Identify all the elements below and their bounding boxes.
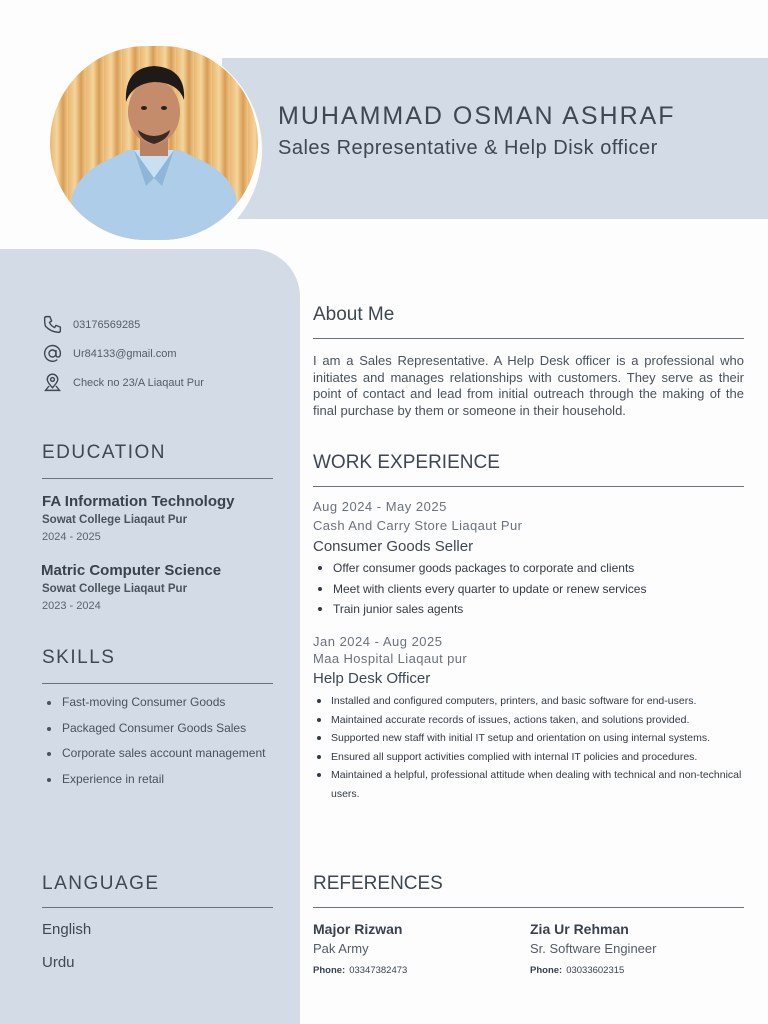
duty-item: Ensured all support activities complied with internal IT policies and procedures.	[313, 748, 744, 767]
duty-item: Supported new staff with initial IT setup and orientation on using internal systems.	[313, 729, 744, 748]
skills-list	[42, 690, 272, 792]
skill-item: Experience in retail	[42, 767, 272, 793]
experience-divider	[313, 486, 744, 487]
about-divider	[313, 338, 744, 339]
duty-item: Offer consumer goods packages to corporate and clients	[313, 558, 744, 579]
reference-phone	[313, 965, 407, 976]
education-title: FA Information Technology	[42, 493, 235, 510]
duty-item: Meet with clients every quarter to update or renew services	[313, 579, 744, 600]
language-divider	[42, 907, 273, 908]
candidate-name: MUHAMMAD OSMAN ASHRAF	[278, 102, 676, 130]
job-employer: Cash And Carry Store Liaqaut Pur	[313, 518, 523, 533]
duty-item: Train junior sales agents	[313, 599, 744, 620]
experience-heading: WORK EXPERIENCE	[313, 452, 500, 473]
contact-address: Check no 23/A Liaqaut Pur	[73, 376, 204, 389]
job-title: Help Desk Officer	[313, 670, 431, 687]
language-item: English	[42, 921, 92, 938]
language-item: Urdu	[42, 954, 75, 971]
reference-phone-number: 03347382473	[349, 965, 408, 976]
reference-phone-label: Phone:	[313, 965, 346, 976]
profile-photo	[50, 46, 258, 240]
education-divider	[42, 478, 273, 479]
contact-email: Ur84133@gmail.com	[73, 347, 177, 360]
skills-heading: SKILLS	[42, 647, 116, 668]
about-heading: About Me	[313, 304, 395, 325]
references-heading: REFERENCES	[313, 873, 443, 894]
contact-email-row	[42, 343, 177, 364]
duty-item: Maintained accurate records of issues, actions taken, and solutions provided.	[313, 711, 744, 730]
at-sign-icon	[42, 343, 63, 364]
skills-divider	[42, 683, 273, 684]
reference-name: Major Rizwan	[313, 921, 403, 937]
skill-item: Packaged Consumer Goods Sales	[42, 716, 272, 742]
contact-phone: 03176569285	[73, 318, 141, 331]
duty-item: Maintained a helpful, professional attitude when dealing with technical and non-technical users.	[313, 766, 744, 803]
candidate-role: Sales Representative & Help Disk officer	[278, 137, 658, 159]
phone-icon	[42, 314, 63, 335]
contact-phone-row	[42, 314, 140, 335]
education-heading: EDUCATION	[42, 442, 166, 463]
language-heading: LANGUAGE	[42, 873, 160, 894]
about-text: I am a Sales Representative. A Help Desk officer is a professional who initiates and manages relationships with customers. They serve as their point of contact and lead from initial outreach through the making of the final purchase by them or someone in their household.	[313, 353, 744, 418]
reference-name: Zia Ur Rehman	[530, 921, 629, 937]
job-duties	[313, 558, 744, 620]
reference-org: Sr. Software Engineer	[530, 941, 657, 956]
job-title: Consumer Goods Seller	[313, 538, 474, 555]
education-school: Sowat College Liaqaut Pur	[42, 583, 188, 595]
job-employer: Maa Hospital Liaqaut pur	[313, 651, 468, 666]
reference-phone	[530, 965, 624, 976]
reference-org: Pak Army	[313, 941, 369, 956]
education-years: 2024 - 2025	[42, 531, 101, 543]
reference-phone-number: 03033602315	[566, 965, 625, 976]
job-duties	[313, 692, 744, 803]
education-years: 2023 - 2024	[42, 600, 101, 612]
job-date: Aug 2024 - May 2025	[313, 499, 447, 514]
reference-phone-label: Phone:	[530, 965, 563, 976]
education-title: Matric Computer Science	[41, 562, 222, 579]
skill-item: Fast-moving Consumer Goods	[42, 690, 272, 716]
references-divider	[313, 907, 744, 908]
education-school: Sowat College Liaqaut Pur	[42, 514, 188, 526]
location-pin-icon	[42, 372, 63, 393]
skill-item: Corporate sales account management	[42, 741, 272, 767]
job-date: Jan 2024 - Aug 2025	[313, 634, 443, 649]
duty-item: Installed and configured computers, printers, and basic software for end-users.	[313, 692, 744, 711]
contact-address-row	[42, 372, 204, 393]
